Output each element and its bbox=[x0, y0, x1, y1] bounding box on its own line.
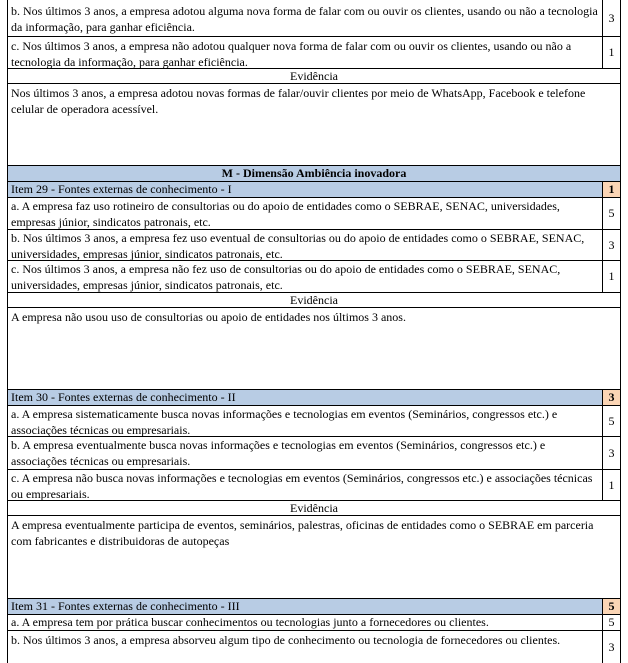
option-row bbox=[7, 405, 621, 436]
option-text: c. Nos últimos 3 anos, a empresa não adotou qualquer nova forma de falar com ou ouvir os clientes, usando ou não a tecnologia da informação, para ganhar eficiência. bbox=[11, 39, 572, 69]
option-row bbox=[7, 614, 621, 630]
option-text: a. A empresa sistematicamente busca novas informações e tecnologias em eventos (Seminários, congressos etc.) e associações técnicas ou empresariais. bbox=[11, 407, 558, 437]
item-header bbox=[7, 181, 621, 197]
option-text: b. A empresa eventualmente busca novas informações e tecnologias em eventos (Seminários, congressos etc.) e associações técnicas ou empresariais. bbox=[11, 438, 546, 468]
item-title: Item 31 - Fontes externas de conhecimento - III bbox=[11, 599, 240, 613]
option-row bbox=[7, 260, 621, 292]
evidence-text: Nos últimos 3 anos, a empresa adotou novas formas de falar/ouvir clientes por meio de WhatsApp, Facebook e telefone celular de operadora acessível. bbox=[11, 86, 586, 116]
evidence-header bbox=[7, 292, 621, 308]
item-selected-score: 5 bbox=[602, 599, 620, 614]
evidence-text: A empresa eventualmente participa de eventos, seminários, palestras, oficinas de entidades como o SEBRAE em parceria com fabricantes e distribuidoras de autopeças bbox=[11, 518, 594, 548]
option-score: 5 bbox=[602, 406, 620, 436]
option-row bbox=[7, 36, 621, 68]
evidence-box bbox=[7, 83, 621, 165]
option-score: 3 bbox=[602, 230, 620, 260]
evidence-label: Evidência bbox=[290, 69, 338, 83]
evidence-text: A empresa não usou uso de consultorias ou apoio de entidades nos últimos 3 anos. bbox=[11, 310, 406, 324]
item-selected-score: 3 bbox=[602, 390, 620, 405]
option-score: 5 bbox=[602, 615, 620, 630]
option-score: 1 bbox=[602, 470, 620, 500]
option-row bbox=[7, 0, 621, 36]
item-selected-score: 1 bbox=[602, 182, 620, 197]
option-text: b. Nos últimos 3 anos, a empresa absorveu algum tipo de conhecimento ou tecnologia de fornecedores ou clientes. bbox=[11, 633, 561, 647]
option-row bbox=[7, 436, 621, 469]
option-score: 3 bbox=[602, 0, 620, 36]
option-text: b. Nos últimos 3 anos, a empresa fez uso eventual de consultorias ou do apoio de entidades como o SEBRAE, SENAC, universidades, empresas júnior, sindicatos patronais, etc. bbox=[11, 231, 585, 261]
option-score: 1 bbox=[602, 261, 620, 292]
option-text: a. A empresa faz uso rotineiro de consultorias ou do apoio de entidades como o SEBRAE, SENAC, universidades, empresas júnior, sindicatos patronais, etc. bbox=[11, 199, 560, 229]
option-score: 3 bbox=[602, 437, 620, 469]
evidence-box bbox=[7, 515, 621, 598]
section-title: M - Dimensão Ambiência inovadora bbox=[221, 166, 407, 180]
evidence-box bbox=[7, 307, 621, 389]
option-text: c. A empresa não busca novas informações e tecnologias em eventos (Seminários, congressos etc.) e associações técnicas ou empresariais. bbox=[11, 471, 593, 501]
option-text: c. Nos últimos 3 anos, a empresa não fez uso de consultorias ou do apoio de entidades como o SEBRAE, SENAC, universidades, empresas júnior, sindicatos patronais, etc. bbox=[11, 262, 561, 292]
evidence-label: Evidência bbox=[290, 293, 338, 307]
option-score: 1 bbox=[602, 37, 620, 68]
item-title: Item 30 - Fontes externas de conhecimento - II bbox=[11, 390, 236, 404]
option-text: b. Nos últimos 3 anos, a empresa adotou alguma nova forma de falar com ou ouvir os clientes, usando ou não a tecnologia da informação, para ganhar eficiência. bbox=[11, 4, 598, 34]
option-row bbox=[7, 229, 621, 260]
section-title-row bbox=[7, 165, 621, 181]
item-title: Item 29 - Fontes externas de conhecimento - I bbox=[11, 182, 232, 196]
option-row bbox=[7, 469, 621, 500]
option-text: a. A empresa tem por prática buscar conhecimentos ou tecnologias junto a fornecedores ou clientes. bbox=[11, 615, 489, 629]
option-row bbox=[7, 630, 621, 663]
item-header bbox=[7, 598, 621, 614]
item-header bbox=[7, 389, 621, 405]
evidence-label: Evidência bbox=[290, 501, 338, 515]
evidence-header bbox=[7, 68, 621, 84]
option-score: 5 bbox=[602, 198, 620, 229]
option-score: 3 bbox=[602, 631, 620, 663]
option-row bbox=[7, 197, 621, 229]
evidence-header bbox=[7, 500, 621, 516]
